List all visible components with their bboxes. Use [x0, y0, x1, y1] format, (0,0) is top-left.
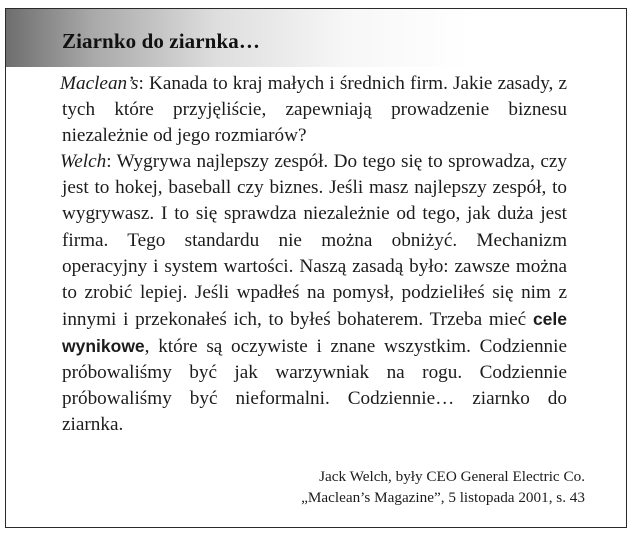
answer-text-part2: , które są oczywiste i znane wszystkim. Codziennie próbowaliśmy być jak warzywniak na rogu. Codziennie próbowaliśmy być nieformalni. Codziennie… ziarnko do ziarnka. [62, 335, 567, 436]
source-citation [301, 466, 585, 508]
interview-text [62, 71, 567, 438]
source-publication: „Maclean’s Magazine”, 5 listopada 2001, s. 43 [301, 489, 585, 506]
answer-speaker: Welch [60, 151, 107, 173]
box-title: Ziarnko do ziarnka… [62, 29, 260, 53]
answer-paragraph [62, 149, 567, 438]
source-author: Jack Welch, były CEO General Electric Co. [319, 468, 585, 485]
answer-text-part1: : Wygrywa najlepszy zespół. Do tego się to sprowadza, czy jest to hokej, baseball czy biznes. Jeśli masz najlepszy zespół, to wygrywasz. I to się sprawdza niezależnie od tego, jak duża jest firma. Tego standardu nie można obniżyć. Mechanizm operacyjny i system wartości. Naszą zasadą było: zawsze można to zrobić lepiej. Jeśli wpadłeś na pomysł, podzieliłeś się nim z innymi i przekonałeś ich, to byłeś bohaterem. Trzeba mieć [62, 151, 567, 330]
question-text: : Kanada to kraj małych i średnich firm. Jakie zasady, z tych które przyjęliście, zapewniają prowadzenie biznesu niezależnie od jego rozmiarów? [62, 73, 567, 147]
question-paragraph [62, 71, 567, 149]
question-speaker: Maclean’s [60, 73, 139, 94]
bold-term: cele wynikowe [62, 308, 567, 356]
